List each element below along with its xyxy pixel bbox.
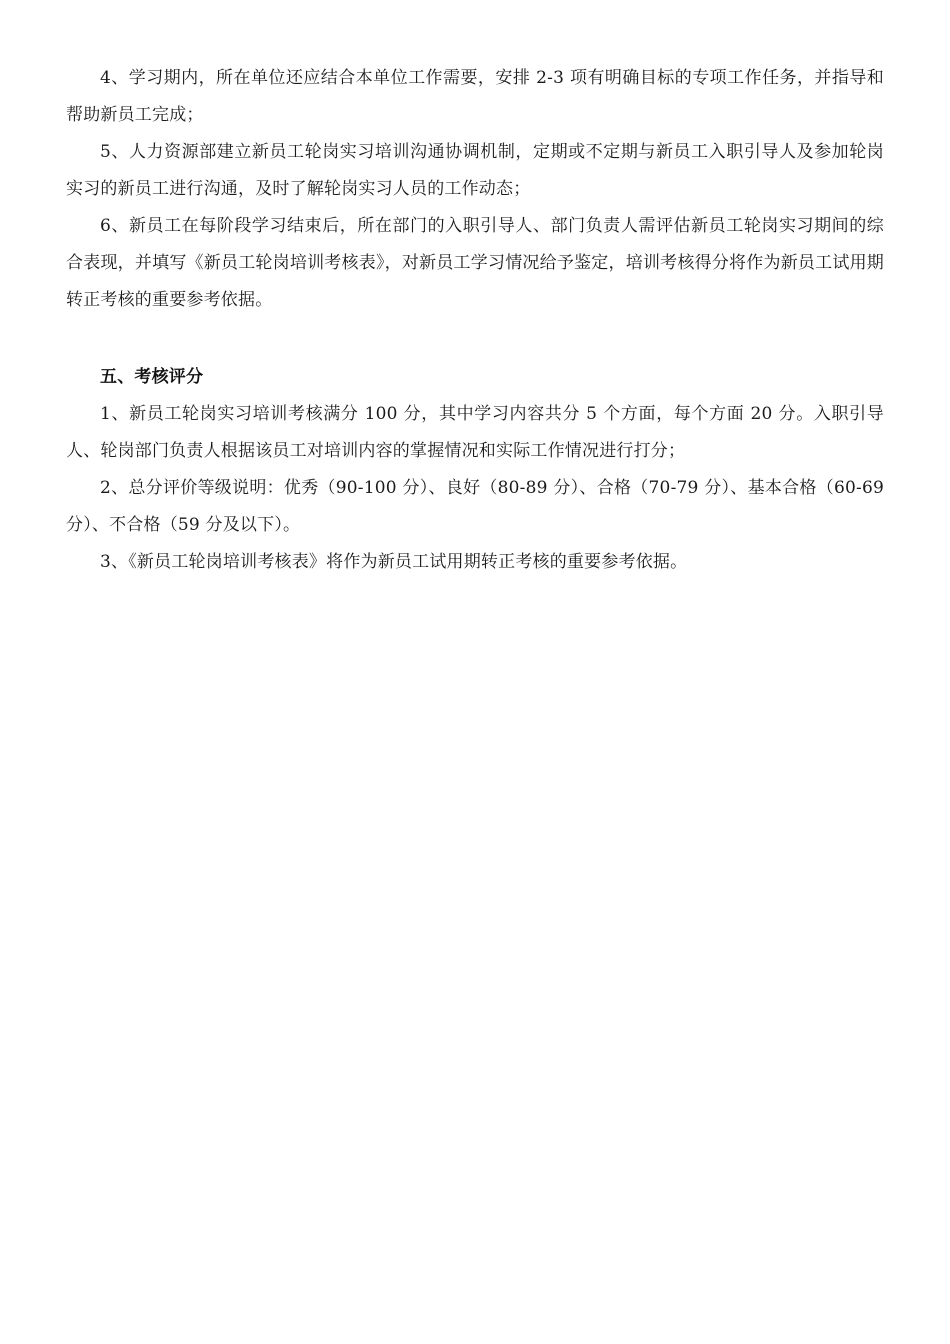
paragraph-score-3: 3、《新员工轮岗培训考核表》将作为新员工试用期转正考核的重要参考依据。 xyxy=(100,552,688,572)
document-body xyxy=(66,60,884,581)
paragraph-item-4: 4、学习期内，所在单位还应结合本单位工作需要，安排 2-3 项有明确目标的专项工作任务，并指导和帮助新员工完成； xyxy=(66,68,884,125)
paragraph-item-6: 6、新员工在每阶段学习结束后，所在部门的入职引导人、部门负责人需评估新员工轮岗实习期间的综合表现，并填写《新员工轮岗培训考核表》，对新员工学习情况给予鉴定，培训考核得分将作为新员工试用期转正考核的重要参考依据。 xyxy=(66,216,884,310)
section-title-assessment: 五、考核评分 xyxy=(100,367,204,387)
paragraph-score-1: 1、新员工轮岗实习培训考核满分 100 分，其中学习内容共分 5 个方面，每个方面 20 分。入职引导人、轮岗部门负责人根据该员工对培训内容的掌握情况和实际工作情况进行打分； xyxy=(66,404,884,461)
paragraph-score-2: 2、总分评价等级说明：优秀（90-100 分）、良好（80-89 分）、合格（70-79 分）、基本合格（60-69 分）、不合格（59 分及以下）。 xyxy=(66,478,884,535)
paragraph-item-5: 5、人力资源部建立新员工轮岗实习培训沟通协调机制，定期或不定期与新员工入职引导人及参加轮岗实习的新员工进行沟通，及时了解轮岗实习人员的工作动态； xyxy=(66,142,884,199)
